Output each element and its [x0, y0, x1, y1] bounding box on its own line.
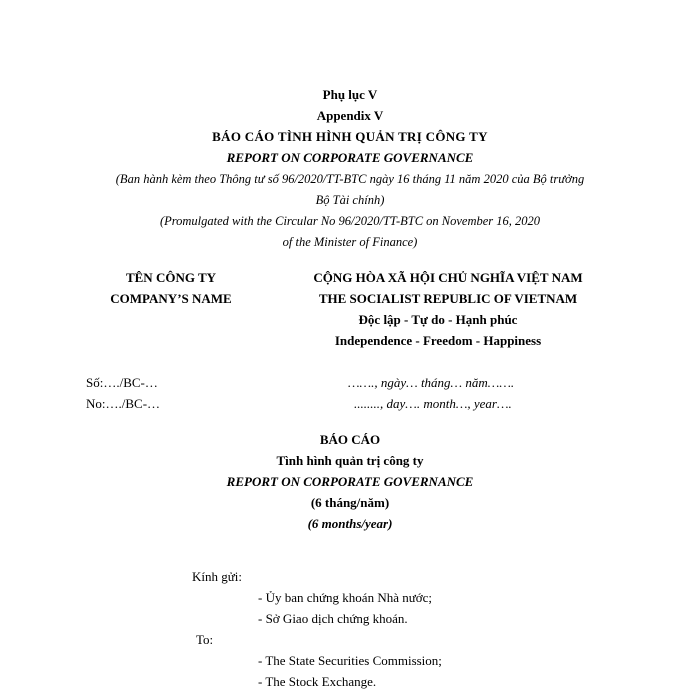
republic-name-vi: CỘNG HÒA XÃ HỘI CHỦ NGHĨA VIỆT NAM: [313, 270, 583, 285]
company-name-en: COMPANY’S NAME: [110, 291, 232, 306]
issuance-note-en-line1: (Promulgated with the Circular No 96/2020/TT-BTC on November 16, 2020: [159, 214, 541, 228]
document-number-en: No:…./BC-…: [86, 396, 161, 411]
issuance-note-vi-line1: (Ban hành kèm theo Thông tư số 96/2020/TT-BTC ngày 16 tháng 11 năm 2020 của Bộ trưởng: [115, 172, 585, 186]
motto-en: Independence - Freedom - Happiness: [334, 333, 542, 348]
report-period-vi: (6 tháng/năm): [310, 495, 390, 510]
recipient-item-en: - The Stock Exchange.: [258, 674, 377, 689]
appendix-vi: Phụ lục V: [322, 87, 378, 102]
report-subtitle-en: REPORT ON CORPORATE GOVERNANCE: [226, 474, 474, 489]
republic-name-en: THE SOCIALIST REPUBLIC OF VIETNAM: [318, 291, 578, 306]
report-subtitle-vi: Tình hình quản trị công ty: [276, 453, 424, 468]
recipients-label-en: To:: [196, 632, 214, 647]
issuance-note-vi-line2: Bộ Tài chính): [315, 193, 385, 207]
date-line-en: ........, day…. month…, year….: [354, 396, 512, 411]
report-title-vi: BÁO CÁO: [319, 432, 381, 447]
document-number-vi: Số:…./BC-…: [86, 375, 158, 390]
appendix-en: Appendix V: [316, 108, 384, 123]
recipients-label-vi: Kính gửi:: [192, 569, 243, 584]
company-name-vi: TÊN CÔNG TY: [125, 270, 217, 285]
date-line-vi: ……., ngày… tháng… năm…….: [348, 375, 515, 390]
document-title-en: REPORT ON CORPORATE GOVERNANCE: [226, 150, 474, 165]
report-period-en: (6 months/year): [307, 516, 393, 531]
recipient-item-vi: - Ủy ban chứng khoán Nhà nước;: [258, 590, 433, 605]
issuance-note-en-line2: of the Minister of Finance): [282, 235, 418, 249]
document-title-vi: BÁO CÁO TÌNH HÌNH QUẢN TRỊ CÔNG TY: [212, 129, 488, 144]
motto-vi: Độc lập - Tự do - Hạnh phúc: [358, 312, 518, 327]
recipient-item-vi: - Sở Giao dịch chứng khoán.: [258, 611, 408, 626]
recipient-item-en: - The State Securities Commission;: [258, 653, 442, 668]
